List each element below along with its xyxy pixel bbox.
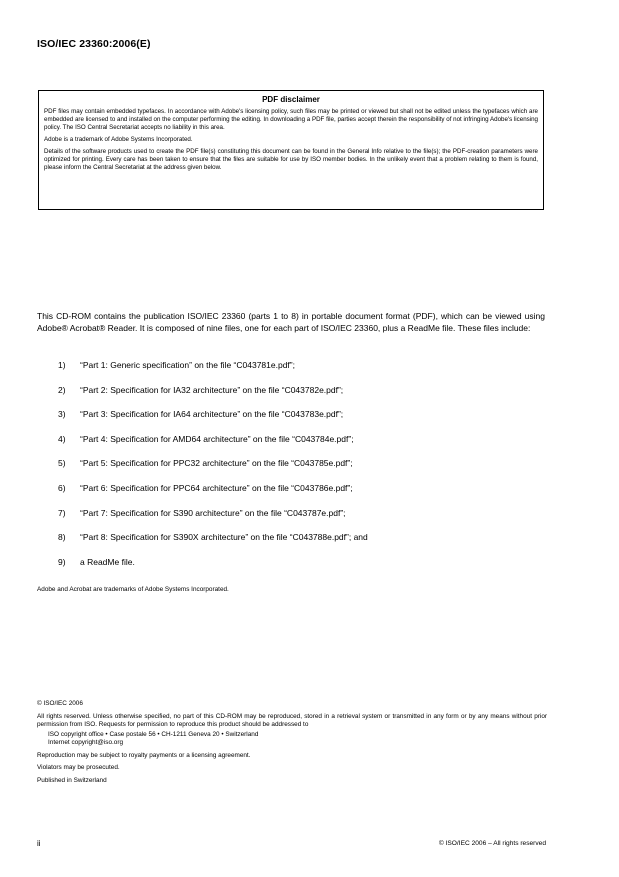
list-item (37, 508, 545, 533)
violators-note: Violators may be prosecuted. (37, 764, 120, 771)
list-item (37, 532, 545, 557)
list-item-text: “Part 1: Generic specification” on the file “C043781e.pdf”; (80, 360, 295, 370)
disclaimer-paragraph: Details of the software products used to create the PDF file(s) constituting this document can be found in the General Info relative to the file(s); the PDF-creation parameters were optimized for printing. Every care has been taken to ensure that the files are suitable for use by ISO member bodies. In the unlikely event that a problem relating to them is found, please inform the Central Secretariat at the address given below. (44, 148, 538, 171)
list-item-text: “Part 4: Specification for AMD64 architecture” on the file “C043784e.pdf”; (80, 433, 354, 444)
disclaimer-title: PDF disclaimer (262, 95, 320, 104)
published-note: Published in Switzerland (37, 776, 107, 784)
reproduction-note: Reproduction may be subject to royalty payments or a licensing agreement. (37, 751, 251, 759)
disclaimer-paragraph: PDF files may contain embedded typefaces. In accordance with Adobe's licensing policy, such files may be printed or viewed but shall not be edited unless the typefaces which are embedded are licensed to and installed on the computer performing the editing. In downloading a PDF file, parties accept therein the responsibility of not infringing Adobe's licensing policy. The ISO Central Secretariat accepts no liability in this area. (44, 108, 538, 131)
list-item-number: 1) (58, 360, 66, 370)
document-id-header: ISO/IEC 23360:2006(E) (37, 38, 151, 50)
list-item-text: “Part 5: Specification for PPC32 architecture” on the file “C043785e.pdf”; (80, 458, 353, 469)
list-item-number: 4) (58, 433, 66, 444)
list-item (37, 409, 545, 434)
list-item (37, 557, 545, 582)
list-item (37, 434, 545, 459)
list-item (37, 483, 545, 508)
list-item-number: 7) (58, 507, 66, 518)
list-item-number: 2) (58, 384, 66, 395)
list-item-number: 3) (58, 409, 66, 420)
list-item (37, 385, 545, 410)
file-list (37, 360, 545, 581)
list-item-text: “Part 2: Specification for IA32 architecture” on the file “C043782e.pdf”; (80, 384, 344, 395)
copyright-address: ISO copyright office • Case postale 56 • CH-1211 Geneva 20 • Switzerland (48, 730, 259, 738)
list-item-text: “Part 8: Specification for S390X architecture” on the file “C043788e.pdf”; and (80, 532, 368, 543)
list-item-text: “Part 3: Specification for IA64 architecture” on the file “C043783e.pdf”; (80, 409, 344, 420)
list-item-text: a ReadMe file. (80, 556, 135, 567)
pdf-disclaimer-box (38, 90, 544, 210)
list-item-number: 6) (58, 482, 66, 493)
page-number: ii (37, 839, 41, 848)
copyright-rights: All rights reserved. Unless otherwise specified, no part of this CD-ROM may be reproduced, stored in a retrieval system or transmitted in any form or by any means without prior permission from ISO. Requests for permission to reproduce this product should be addressed to (37, 712, 547, 728)
list-item-text: “Part 7: Specification for S390 architecture” on the file “C043787e.pdf”; (80, 507, 346, 518)
disclaimer-paragraph: Adobe is a trademark of Adobe Systems Incorporated. (44, 136, 193, 143)
copyright-block (37, 700, 547, 785)
copyright-internet: Internet copyright@iso.org (48, 739, 124, 746)
copyright-title: © ISO/IEC 2006 (37, 700, 83, 707)
list-item-number: 8) (58, 532, 66, 543)
intro-paragraph: This CD-ROM contains the publication ISO/IEC 23360 (parts 1 to 8) in portable document format (PDF), which can be viewed using Adobe® Acrobat® Reader. It is composed of nine files, one for each part of ISO/IEC 23360, plus a ReadMe file. These files include: (37, 311, 545, 333)
footer-rights: © ISO/IEC 2006 – All rights reserved (438, 840, 546, 847)
list-item (37, 360, 545, 385)
trademark-note: Adobe and Acrobat are trademarks of Adobe Systems Incorporated. (37, 586, 229, 593)
list-item (37, 458, 545, 483)
list-item-number: 5) (58, 458, 66, 469)
list-item-number: 9) (58, 556, 66, 567)
list-item-text: “Part 6: Specification for PPC64 architecture” on the file “C043786e.pdf”; (80, 482, 353, 493)
